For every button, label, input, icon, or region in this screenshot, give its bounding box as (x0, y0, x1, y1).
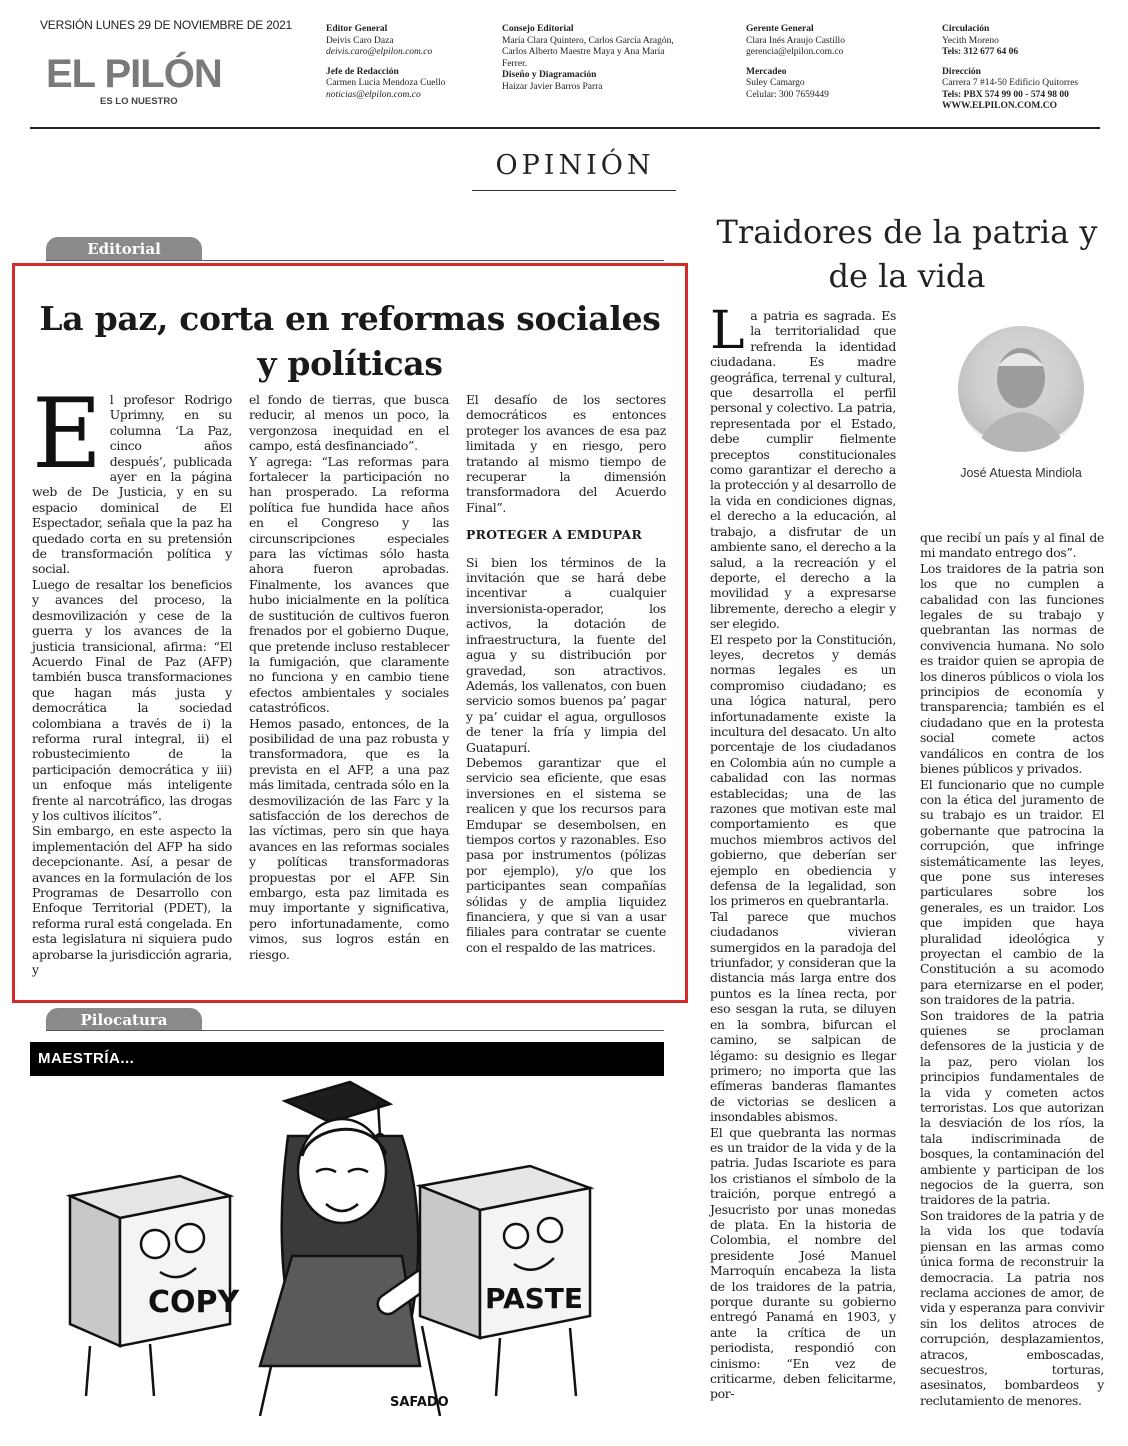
paragraph: Tal parece que muchos ciudadanos vivieran sumergidos en la paradoja del triunfador, y consideran que la distancia más larga entre dos puntos es la línea recta, por eso sesgan la ruta, se diluyen en la sombra, bifurcan el camino, se salpican de légamo: su designio es llegar primero; no importa que las efímeras banderas flamantes de victorias se deslicen a insondables abismos. (710, 908, 896, 1125)
cartoon-illustration (30, 1076, 664, 1416)
staff-line: Carlos Alberto Maestre Maya y Ana María (502, 47, 665, 57)
opinion-column-2 (920, 530, 1104, 1408)
staff-title: Dirección (942, 66, 981, 77)
paragraph: El funcionario que no cumple con la ética del juramento de su trabajo es un traidor. El gobernante que patrocina la corrupción, que infringe sistemáticamente las leyes, que pone sus intereses particulares sobre los generales, es un traidor. Los que impiden que haya pluralidad ideológica y proyectan el cambio de la Constitución a su acomodo para eternizarse en el poder, son traidores de la patria. (920, 776, 1104, 1008)
paste-box-character (420, 1166, 590, 1396)
author-name: José Atuesta Mindiola (960, 466, 1082, 480)
paragraph: Son traidores de la patria y de la vida los que todavía piensan en las armas como única forma de reconstruir la democracia. La patria nos reclama acciones de amor, de vida y esperanza para convivir sin los delitos atroces de corrupción, desplazamientos, atracos, emboscadas, secuestros, torturas, asesinatos, bombardeos y reclutamiento de menores. (920, 1207, 1104, 1408)
cartoon-title-banner: MAESTRÍA... (30, 1042, 664, 1076)
website-link[interactable]: WWW.ELPILON.COM.CO (942, 101, 1057, 111)
staff-email[interactable]: noticias@elpilon.com.co (326, 89, 421, 100)
drop-cap: E (32, 378, 102, 490)
masthead-rule (30, 127, 1100, 129)
staff-title: Diseño y Diagramación (502, 70, 597, 80)
drop-cap: L (710, 301, 745, 361)
opinion-column-1 (710, 301, 896, 1402)
editorial-column-1 (32, 378, 232, 978)
paragraph: Son traidores de la patria quienes se proclaman defensores de la justicia y de la paz, pero violan los principios fundamentales de la vida y cometen actos terroristas. Los que autorizan la desviación de los ríos, la tala indiscriminada de bosques, la contaminación del ambiente y participan de los negocios de la guerra, son traidores de la patria. (920, 1007, 1104, 1208)
tab-rule (46, 1030, 664, 1031)
editorial-headline: La paz, corta en reformas sociales y políticas (39, 299, 661, 383)
section-rule (472, 190, 676, 191)
paste-label: PASTE (485, 1282, 584, 1315)
staff-email[interactable]: gerencia@elpilon.com.co (746, 47, 844, 57)
section-title: OPINIÓN (495, 150, 655, 181)
staff-line: Celular: 300 7659449 (746, 89, 829, 100)
paragraph: Si bien los términos de la invitación que se hará debe incentivar a cualquier inversionista-operador, los activos, la dotación de infraestructura, la fuente del agua y su distribución por gravedad, son atractivos. Además, los vallenatos, con buen servicio somos buenos pa’ pagar y pa’ cuidar el agua, orgullosos de tener la fría y limpia del Guatapurí. (466, 554, 666, 755)
paragraph: el fondo de tierras, que busca reducir, al menos un poco, la vergonzosa inequidad en el campo, está desfinanciado”. (249, 392, 449, 454)
staff-title: Consejo Editorial (502, 24, 574, 34)
opinion-headline: Traidores de la patria y de la vida (716, 213, 1098, 295)
edition-date: VERSIÓN LUNES 29 DE NOVIEMBRE DE 2021 (40, 18, 293, 32)
paragraph: a patria es sagrada. Es la territorialidad que refrenda la identidad ciudadana. Es madre geográfica, terrenal y cultural, que desarrolla el perfil personal y colectivo. La patria, representada por el Estado, debe cumplir fielmente preceptos constitucionales como garantizar el derecho a la protección y al desarrollo de la vida en condiciones dignas, el derecho a la educación, al trabajo, a disfrutar de un ambiente sano, el derecho a la salud, a la recreación y el deporte, el derecho a la movilidad y a expresarse libremente, derecho a elegir y ser elegido. (710, 308, 896, 632)
staff-email[interactable]: deivis.caro@elpilon.com.co (326, 47, 433, 57)
staff-line: Clara Inés Araujo Castillo (746, 35, 845, 46)
author-photo (958, 326, 1084, 452)
staff-title: Jefe de Redacción (326, 66, 399, 77)
paragraph: El desafío de los sectores democráticos es entonces proteger los avances de esa paz limitada y en riesgo, pero tratando al mismo tiempo de recuperar la dimensión transformadora del Acuerdo Final”. (466, 392, 666, 515)
paragraph: Hemos pasado, entonces, de la posibilidad de una paz robusta y transformadora, que es la prevista en el AFP, a una paz más limitada, centrada sólo en la desmovilización de las Farc y la satisfacción de los derechos de las víctimas, pero sin que haya avances en las reformas sociales y políticas transformadoras propuestas por el AFP. Sin embargo, esta paz limitada es muy importante y significativa, pero infortunadamente, como vimos, sus logros están en riesgo. (249, 715, 449, 962)
staff-line: Tels: PBX 574 99 00 - 574 98 00 (942, 89, 1069, 100)
paragraph: El respeto por la Constitución, leyes, decretos y demás normas legales es un compromiso ciudadano; es una lógica natural, pero infortunadamente existe la incultura del desacato. Un alto porcentaje de los ciudadanos en Colombia aún no cumple a cabalidad con las normas establecidas; una de las razones que motivan este mal comportamiento es que muchos miembros activos del gobierno, que deberían ser ejemplo en obediencia y defensa de la legalidad, son los primeros en quebrantarla. (710, 631, 896, 909)
subheading: PROTEGER A EMDUPAR (466, 527, 643, 543)
tab-rule (46, 260, 664, 261)
staff-title: Gerente General (746, 24, 814, 34)
staff-line: Carmen Lucia Mendoza Cuello (326, 78, 446, 88)
staff-line: Carrera 7 #14-50 Edificio Quitorres (942, 78, 1079, 88)
staff-line: Suley Camargo (746, 78, 805, 88)
paragraph: Luego de resaltar los beneficios y avances del proceso, la desmovilización y cese de la guerra y los avances de la justicia transicional, afirma: “El Acuerdo Final de Paz (AFP) también busca transformaciones que hagan más justa y democrática la sociedad colombiana a través de i) la reforma rural integral, ii) el robustecimiento de la participación democrática y iii) un enfoque más inteligente frente al narcotráfico, las drogas y los cultivos ilícitos”. (32, 576, 232, 823)
copy-label: COPY (148, 1285, 240, 1320)
paragraph: l profesor Rodrigo Uprimny, en su columna ‘La Paz, cinco años después’, publicada ayer en la página web de De Justicia, y en su espacio dominical de El Espectador, señala que la paz ha quedado corta en su pretensión de transformación política y social. (32, 392, 232, 577)
staff-line: Ferrer. (502, 58, 528, 69)
staff-line: Haizar Javier Barros Parra (502, 81, 603, 92)
paragraph: Sin embargo, en este aspecto la implementación del AFP ha sido decepcionante. Así, a pesar de avances en la formulación de los Programas de Desarrollo con Enfoque Territorial (PDET), la reforma rural está congelada. En esta legislatura ni siquiera pudo aprobarse la jurisdicción agraria, y (32, 823, 232, 978)
paragraph: que recibí un país y al final de mi mandato entrego dos”. (920, 530, 1104, 561)
paragraph: Los traidores de la patria son los que no cumplen a cabalidad con las funciones legales de su trabajo y quebrantan las normas de convivencia humana. No solo es traidor quien se apropia de los dineros públicos o viola los principios de economía y transparencia; también es el ciudadano que en la protesta social comete actos vandálicos en contra de los bienes públicos y privados. (920, 560, 1104, 777)
staff-column-4 (942, 24, 1118, 113)
paragraph: El que quebranta las normas es un traidor de la vida y de la patria. Judas Iscariote es para los cristianos el símbolo de la traición, porque entregó a Jesucristo por unas monedas de plata. En la historia de Colombia, el nombre del presidente José Manuel Marroquín encabeza la lista de los traidores de la patria, porque durante su gobierno entregó Panamá en 1903, y ante la crítica de un periodista, respondió con cinismo: “En vez de criticarme, deben felicitarme, por- (710, 1124, 896, 1402)
paragraph: Y agrega: “Las reformas para fortalecer la participación no han prosperado. La reforma política fue hundida hace años en el Congreso y las circunscripciones especiales para las víctimas sólo hasta ahora fueron aprobadas. Finalmente, los avances que hubo inicialmente en la política de sustitución de cultivos fueron frenados por el gobierno Duque, que pretende incluso restablecer la fumigación, que claramente no funciona y en cambio tiene efectos ambientales y sociales catastróficos. (249, 453, 449, 716)
staff-title: Editor General (326, 24, 388, 34)
tab-pilocatura: Pilocatura (46, 1008, 202, 1031)
graduate-figure (260, 1082, 440, 1416)
staff-line: Yecith Moreno (942, 35, 999, 46)
staff-line: Deivis Caro Daza (326, 35, 394, 46)
author-portrait (958, 326, 1084, 452)
newspaper-logo: EL PILÓN (46, 52, 222, 96)
newspaper-slogan: ES LO NUESTRO (100, 96, 178, 107)
cartoonist-signature: SAFADO (390, 1395, 449, 1410)
editorial-column-2 (249, 392, 449, 962)
paragraph: Debemos garantizar que el servicio sea eficiente, que esas inversiones en el sistema se realicen y que los recursos para Emdupar se desembolsen, en tiempos cortos y razonables. Eso pasa por instrumentos (pólizas por ejemplo), y/o que los participantes sean compañías sólidas y de amplia liquidez financiera, y que si van a usar filiales para contratar se cuente con el respaldo de las matrices. (466, 754, 666, 955)
staff-line: María Clara Quintero, Carlos García Aragón, (502, 35, 674, 46)
editorial-column-3 (466, 392, 666, 955)
staff-column-2 (502, 24, 720, 93)
staff-column-1 (326, 24, 494, 101)
tab-editorial: Editorial (46, 237, 202, 260)
staff-title: Circulación (942, 24, 990, 34)
staff-title: Mercadeo (746, 66, 787, 77)
staff-column-3 (746, 24, 916, 101)
staff-line: Tels: 312 677 64 06 (942, 47, 1019, 57)
